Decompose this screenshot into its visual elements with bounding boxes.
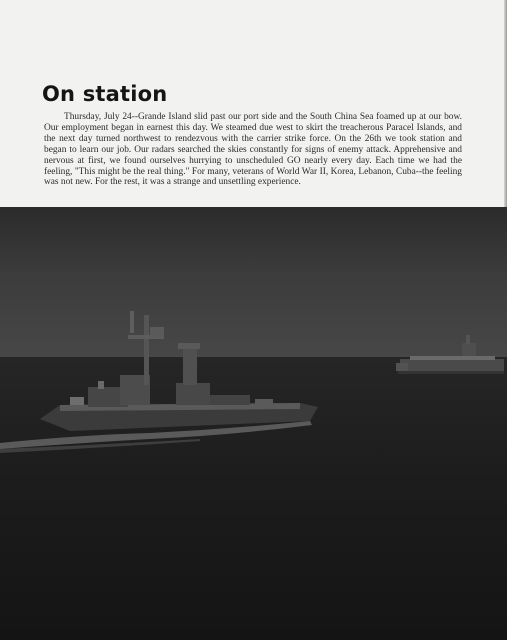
article-body: Thursday, July 24--Grande Island slid past our port side and the South China Sea foamed up at our bow. Our employment began in earnest this day. We steamed due west to skirt the treacherous Paracel Islands, and the next day turned northwest to rendezvous with the carrier strike force. On the 26th we took station and began to learn our job. Our radars searched the skies constantly for signs of enemy attack. Apprehensive and nervous at first, we found ourselves hurrying to unscheduled GO nearly every day. Each time we had the feeling, "This might be the real thing." For many, veterans of World War II, Korea, Lebanon, Cuba--the feeling was not new. For the rest, it was a strange and unsettling experience.	[44, 112, 462, 188]
article	[44, 82, 462, 188]
page-title: On station	[42, 82, 168, 106]
ship-photo-image	[0, 207, 507, 640]
sky	[0, 207, 507, 357]
ship-photo	[0, 207, 507, 640]
